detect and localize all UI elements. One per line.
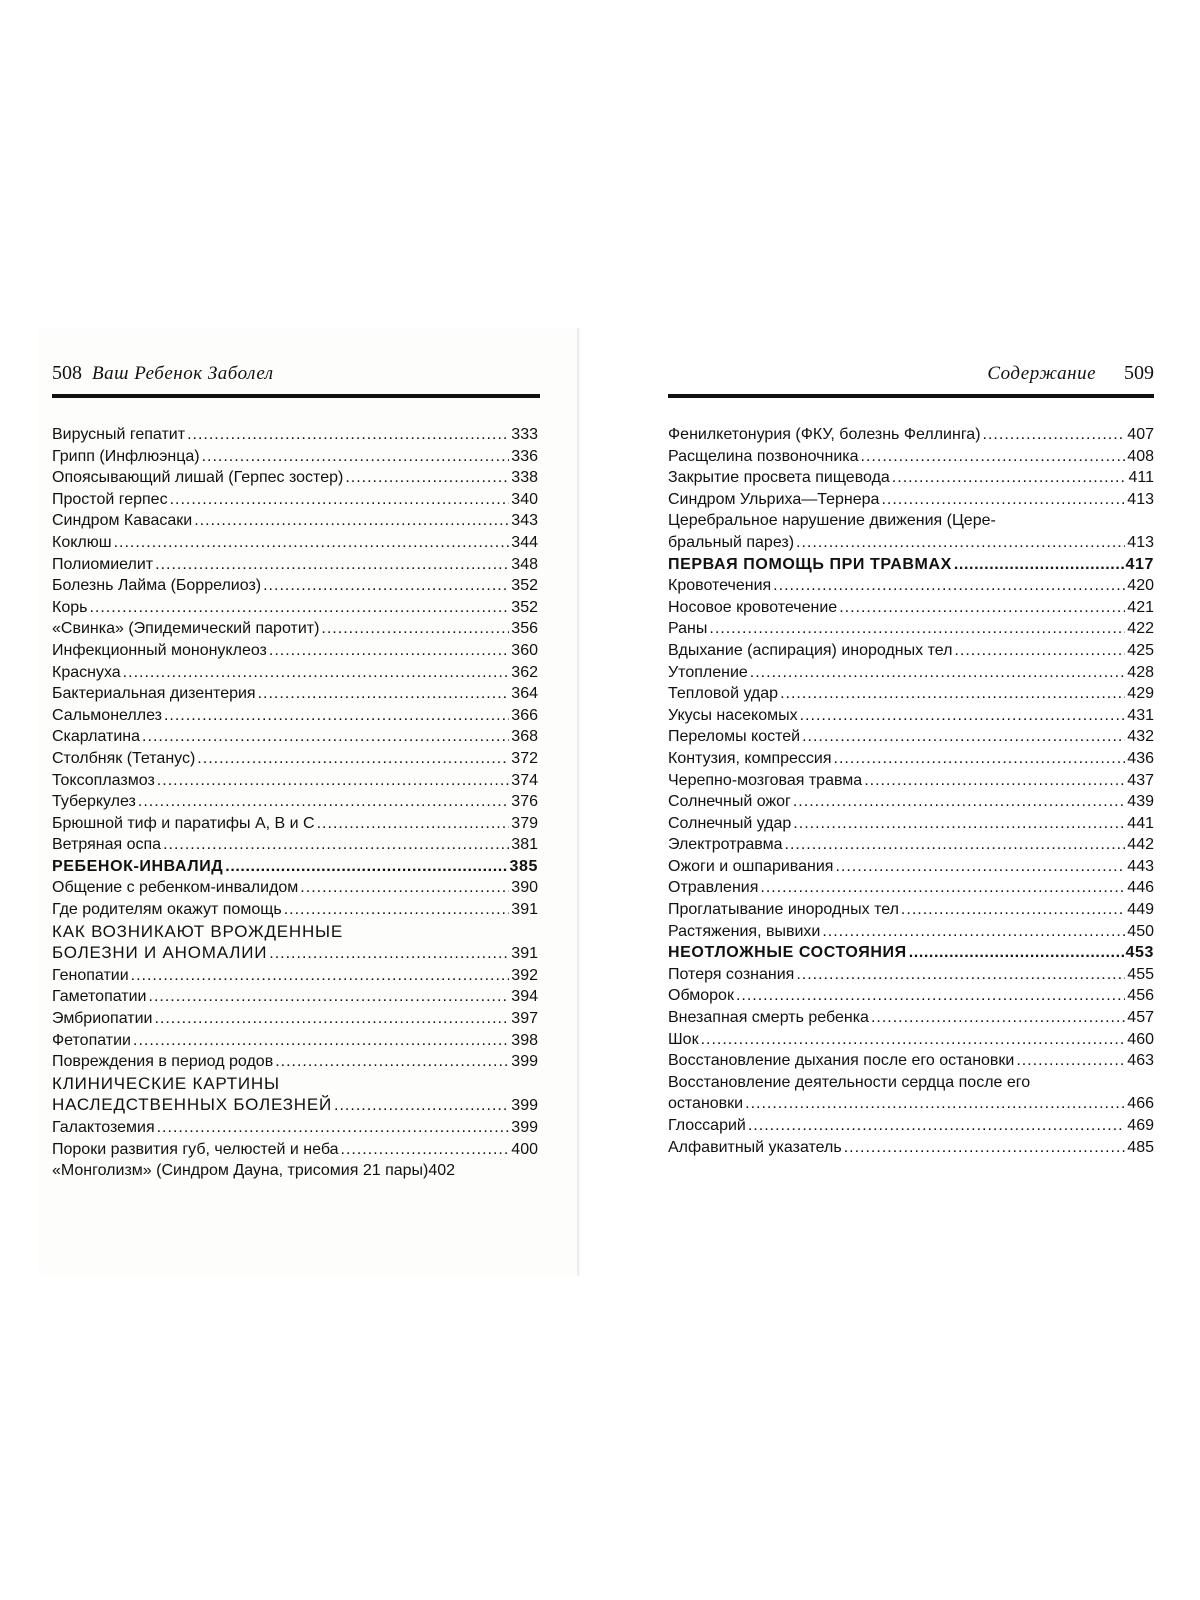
toc-leader-dots: [871, 1007, 1125, 1029]
toc-entry: [52, 575, 538, 597]
toc-leader-dots: [269, 943, 509, 965]
toc-entry-title: Внезапная смерть ребенка: [668, 1009, 869, 1027]
toc-entry-page: 362: [511, 663, 538, 681]
toc-entry-title: Ожоги и ошпаривания: [668, 857, 834, 875]
toc-entry-page: 432: [1127, 728, 1154, 746]
toc-entry: [52, 1030, 538, 1052]
toc-entry: [52, 1094, 538, 1117]
toc-leader-dots: [901, 899, 1125, 921]
toc-entry: [668, 877, 1154, 899]
toc-entry-title: Растяжения, вывихи: [668, 922, 821, 940]
toc-entry-title: НАСЛЕДСТВЕННЫХ БОЛЕЗНЕЙ: [52, 1095, 333, 1115]
toc-entry-title: Сальмонеллез: [52, 706, 162, 724]
toc-entry-title: Галактоземия: [52, 1119, 155, 1136]
toc-entry: [668, 662, 1154, 684]
toc-leader-dots: [800, 705, 1126, 727]
toc-entry-page: 344: [511, 533, 538, 551]
toc-entry-title: Вирусный гепатит: [52, 426, 186, 443]
toc-entry: [52, 986, 538, 1008]
toc-entry: [668, 1115, 1154, 1137]
toc-entry-title: Закрытие просвета пищевода: [668, 469, 890, 487]
toc-entry: [52, 1073, 538, 1095]
toc-entry-page: 425: [1127, 641, 1154, 659]
toc-entry: [52, 510, 538, 532]
toc-leader-dots: [334, 1095, 509, 1117]
toc-entry-title: Черепно-мозговая травма: [668, 771, 863, 789]
toc-leader-dots: [773, 575, 1125, 597]
toc-entry: [668, 446, 1154, 468]
toc-entry-page: 413: [1127, 533, 1154, 551]
left-running-header: [52, 362, 540, 392]
toc-leader-dots: [745, 1093, 1125, 1115]
toc-entry-page: 411: [1128, 469, 1154, 487]
toc-entry-title: бральный парез): [668, 533, 795, 551]
toc-entry: [52, 921, 538, 943]
toc-entry-title: НЕОТЛОЖНЫЕ СОСТОЯНИЯ: [668, 944, 907, 962]
toc-leader-dots: [300, 877, 509, 899]
toc-leader-dots: [954, 554, 1124, 576]
toc-leader-dots: [341, 1139, 510, 1161]
toc-entry: [52, 965, 538, 987]
toc-leader-dots: [163, 834, 509, 856]
toc-entry-page: 366: [511, 706, 538, 724]
toc-entry-page: 381: [511, 836, 538, 854]
toc-entry: [52, 856, 538, 878]
toc-entry-title: Пороки развития губ, челюстей и неба: [52, 1140, 339, 1158]
toc-entry: [668, 1093, 1154, 1115]
toc-entry-title: Восстановление деятельности сердца после его: [668, 1073, 1031, 1091]
toc-entry-title: Ветряная оспа: [52, 836, 162, 854]
toc-entry: [52, 1160, 538, 1182]
toc-leader-dots: [796, 964, 1125, 986]
toc-leader-dots: [802, 726, 1125, 748]
toc-entry-page: 457: [1127, 1009, 1154, 1027]
toc-entry: [668, 726, 1154, 748]
toc-entry-page: 421: [1127, 598, 1154, 616]
toc-leader-dots: [154, 1008, 509, 1030]
toc-entry-title: Фенилкетонурия (ФКУ, болезнь Феллинга): [668, 426, 981, 443]
toc-entry-title: КАК ВОЗНИКАЮТ ВРОЖДЕННЫЕ: [52, 921, 344, 941]
toc-entry: [52, 1139, 538, 1161]
toc-entry: [668, 791, 1154, 813]
toc-leader-dots: [258, 683, 510, 705]
toc-leader-dots: [170, 489, 510, 511]
toc-entry-title: Потеря сознания: [668, 965, 795, 983]
toc-entry: [668, 510, 1154, 532]
toc-entry-page: 441: [1127, 814, 1154, 832]
toc-leader-dots: [321, 618, 509, 640]
toc-entry-title: Переломы костей: [668, 728, 801, 746]
toc-entry: [52, 705, 538, 727]
toc-entry-page: 417: [1125, 555, 1154, 573]
toc-entry: [52, 532, 538, 554]
toc-entry-page: 469: [1127, 1117, 1154, 1134]
toc-entry-page: 463: [1127, 1052, 1154, 1070]
toc-entry: [668, 1050, 1154, 1072]
toc-entry-title: Инфекционный мононуклеоз: [52, 641, 267, 659]
toc-entry-page: 364: [511, 685, 538, 703]
toc-entry-page: 413: [1127, 490, 1154, 508]
toc-leader-dots: [284, 899, 510, 921]
toc-leader-dots: [892, 467, 1127, 489]
toc-entry: [668, 1072, 1154, 1094]
toc-leader-dots: [709, 618, 1125, 640]
toc-entry-title: ПЕРВАЯ ПОМОЩЬ ПРИ ТРАВМАХ: [668, 555, 952, 573]
toc-entry-title: Повреждения в период родов: [52, 1053, 274, 1071]
toc-entry: [668, 834, 1154, 856]
toc-entry-title: Глоссарий: [668, 1117, 746, 1134]
toc-leader-dots: [785, 834, 1126, 856]
toc-entry-title: Брюшной тиф и паратифы А, В и С: [52, 814, 315, 832]
toc-entry: [52, 597, 538, 619]
toc-entry-title: «Свинка» (Эпидемический паротит): [52, 620, 320, 638]
toc-entry-title: Генопатии: [52, 966, 129, 984]
toc-entry-page: 340: [511, 490, 538, 508]
toc-entry-page: 368: [511, 728, 538, 746]
toc-entry: [668, 770, 1154, 792]
toc-entry-title: Носовое кровотечение: [668, 598, 838, 616]
toc-leader-dots: [89, 597, 509, 619]
toc-leader-dots: [796, 532, 1125, 554]
toc-entry-page: 420: [1127, 577, 1154, 595]
toc-leader-dots: [780, 683, 1125, 705]
toc-entry-title: Электротравма: [668, 836, 783, 854]
toc-entry: [668, 1007, 1154, 1029]
toc-entry: [668, 964, 1154, 986]
toc-leader-dots: [1016, 1050, 1125, 1072]
left-running-head-title: Ваш Ребенок Заболел: [92, 363, 274, 384]
toc-leader-dots: [750, 662, 1126, 684]
toc-entry-page: 400: [511, 1140, 538, 1158]
toc-entry-page: 408: [1127, 447, 1154, 465]
toc-entry: [52, 942, 538, 965]
toc-leader-dots: [133, 1030, 509, 1052]
toc-entry-title: Солнечный удар: [668, 814, 792, 832]
toc-leader-dots: [861, 446, 1126, 468]
toc-leader-dots: [701, 1029, 1126, 1051]
toc-entry-page: 399: [511, 1097, 538, 1115]
toc-entry-page: 442: [1127, 836, 1154, 854]
toc-entry-page: 348: [511, 555, 538, 573]
toc-entry-page: 455: [1127, 965, 1154, 983]
toc-entry: [52, 770, 538, 792]
toc-entry-page: 456: [1127, 987, 1154, 1005]
toc-entry-page: 460: [1127, 1030, 1154, 1048]
toc-entry-title: Проглатывание инородных тел: [668, 901, 899, 919]
toc-entry-title: Полиомиелит: [52, 555, 154, 573]
toc-entry-title: Коклюш: [52, 533, 112, 551]
toc-entry-title: остановки: [668, 1095, 744, 1113]
toc-entry: [52, 640, 538, 662]
toc-leader-dots: [197, 748, 509, 770]
right-running-header: [666, 362, 1154, 392]
toc-leader-dots: [864, 770, 1125, 792]
toc-entry-page: 391: [511, 945, 538, 963]
toc-entry: [668, 813, 1154, 835]
toc-entry: [668, 597, 1154, 619]
toc-leader-dots: [983, 424, 1126, 446]
toc-entry: [668, 467, 1154, 489]
toc-leader-dots: [131, 965, 510, 987]
toc-entry: [52, 424, 538, 446]
toc-entry: [52, 726, 538, 748]
toc-entry-page: 402: [428, 1162, 456, 1180]
toc-leader-dots: [157, 770, 510, 792]
toc-leader-dots: [760, 877, 1125, 899]
toc-entry-page: 392: [511, 966, 538, 984]
toc-entry-title: Столбняк (Тетанус): [52, 749, 196, 767]
toc-entry: [668, 618, 1154, 640]
toc-leader-dots: [187, 424, 509, 446]
toc-entry: [52, 467, 538, 489]
toc-entry-page: 352: [511, 598, 538, 616]
toc-entry-title: Шок: [668, 1030, 699, 1048]
toc-leader-dots: [881, 489, 1125, 511]
toc-entry-page: 446: [1127, 879, 1154, 897]
toc-leader-dots: [225, 856, 507, 878]
toc-entry-page: 374: [511, 771, 538, 789]
toc-entry: [52, 899, 538, 921]
toc-entry-page: 422: [1127, 620, 1154, 638]
toc-entry-title: Кровотечения: [668, 577, 772, 595]
toc-entry-page: 450: [1127, 922, 1154, 940]
toc-entry: [668, 424, 1154, 446]
left-header-rule: [52, 394, 540, 398]
toc-entry-page: 336: [511, 447, 538, 465]
toc-entry: [52, 791, 538, 813]
toc-leader-dots: [909, 942, 1124, 964]
toc-entry-page: 428: [1127, 663, 1154, 681]
toc-entry-page: 372: [511, 749, 538, 767]
right-page: [580, 0, 1200, 1600]
toc-entry-title: Восстановление дыхания после его остановки: [668, 1052, 1015, 1070]
toc-entry-title: Солнечный ожог: [668, 793, 791, 811]
toc-entry-title: Расщелина позвоночника: [668, 447, 859, 465]
toc-entry: [52, 1008, 538, 1030]
toc-leader-dots: [844, 1137, 1126, 1159]
toc-entry-title: Бактериальная дизентерия: [52, 685, 256, 703]
right-toc-list: [668, 424, 1154, 1158]
toc-entry-page: 399: [511, 1053, 538, 1071]
toc-entry-page: 429: [1127, 685, 1154, 703]
toc-entry: [668, 942, 1154, 964]
toc-leader-dots: [194, 510, 509, 532]
toc-entry-page: 443: [1127, 857, 1154, 875]
toc-entry-title: Где родителям окажут помощь: [52, 901, 282, 919]
toc-entry: [668, 554, 1154, 576]
toc-entry-page: 376: [511, 793, 538, 811]
toc-leader-dots: [138, 791, 509, 813]
toc-entry: [52, 1117, 538, 1139]
toc-entry-title: Фетопатии: [52, 1031, 131, 1049]
toc-entry-page: 333: [511, 426, 538, 443]
toc-entry-page: 391: [511, 901, 538, 919]
toc-entry-title: РЕБЕНОК-ИНВАЛИД: [52, 857, 224, 875]
toc-entry-page: 394: [511, 988, 538, 1006]
toc-leader-dots: [142, 726, 509, 748]
toc-entry: [668, 532, 1154, 554]
toc-leader-dots: [149, 986, 510, 1008]
toc-leader-dots: [114, 532, 510, 554]
toc-entry-title: Церебральное нарушение движения (Цере-: [668, 512, 996, 530]
toc-leader-dots: [822, 921, 1125, 943]
toc-entry-title: Гаметопатии: [52, 988, 147, 1006]
toc-entry-title: Токсоплазмоз: [52, 771, 155, 789]
toc-leader-dots: [263, 575, 509, 597]
toc-entry-title: «Монголизм» (Синдром Дауна, трисомия 21 пары): [52, 1162, 429, 1180]
toc-entry: [668, 921, 1154, 943]
toc-entry-title: Вдыхание (аспирация) инородных тел: [668, 641, 953, 659]
toc-entry: [52, 834, 538, 856]
toc-leader-dots: [839, 597, 1125, 619]
toc-entry-page: 485: [1127, 1138, 1154, 1156]
toc-leader-dots: [155, 554, 509, 576]
toc-entry: [52, 446, 538, 468]
toc-entry-title: Укусы насекомых: [668, 706, 798, 724]
toc-leader-dots: [269, 640, 509, 662]
toc-leader-dots: [157, 1117, 510, 1139]
toc-leader-dots: [793, 791, 1125, 813]
right-header-rule: [668, 394, 1154, 398]
toc-entry: [52, 618, 538, 640]
toc-entry-title: Простой герпес: [52, 490, 168, 508]
toc-entry: [668, 575, 1154, 597]
toc-entry-page: 360: [511, 641, 538, 659]
toc-leader-dots: [834, 748, 1126, 770]
toc-leader-dots: [835, 856, 1125, 878]
toc-entry: [668, 856, 1154, 878]
toc-entry: [668, 985, 1154, 1007]
toc-entry-page: 437: [1127, 771, 1154, 789]
toc-entry-page: 407: [1127, 426, 1154, 443]
toc-leader-dots: [123, 662, 510, 684]
toc-entry: [668, 1137, 1154, 1159]
toc-entry-page: 397: [511, 1010, 538, 1028]
toc-entry-page: 449: [1127, 901, 1154, 919]
toc-entry-title: Контузия, компрессия: [668, 749, 832, 767]
toc-entry-page: 453: [1125, 944, 1154, 962]
toc-leader-dots: [275, 1051, 509, 1073]
toc-entry: [52, 813, 538, 835]
toc-entry: [52, 748, 538, 770]
toc-entry-title: КЛИНИЧЕСКИЕ КАРТИНЫ: [52, 1073, 280, 1093]
toc-entry-title: Тепловой удар: [668, 685, 779, 703]
toc-entry-title: БОЛЕЗНИ И АНОМАЛИИ: [52, 943, 268, 963]
toc-entry-page: 399: [511, 1119, 538, 1136]
toc-entry: [52, 662, 538, 684]
toc-leader-dots: [317, 813, 510, 835]
toc-leader-dots: [736, 985, 1125, 1007]
toc-entry-title: Грипп (Инфлюэнца): [52, 447, 200, 465]
toc-entry-page: 338: [511, 469, 538, 487]
toc-entry-page: 431: [1127, 706, 1154, 724]
toc-entry-title: Синдром Ульриха—Тернера: [668, 490, 880, 508]
toc-entry-page: 466: [1127, 1095, 1154, 1113]
toc-leader-dots: [793, 813, 1125, 835]
toc-entry: [52, 554, 538, 576]
toc-entry-page: 379: [511, 814, 538, 832]
toc-entry-page: 398: [511, 1031, 538, 1049]
toc-entry-title: Утопление: [668, 663, 748, 681]
toc-entry-title: Синдром Кавасаки: [52, 512, 193, 530]
toc-entry: [668, 640, 1154, 662]
toc-entry: [52, 683, 538, 705]
toc-entry-title: Туберкулез: [52, 793, 136, 811]
toc-entry-page: 385: [509, 857, 538, 875]
toc-leader-dots: [748, 1115, 1125, 1137]
toc-entry-title: Болезнь Лайма (Боррелиоз): [52, 577, 262, 595]
toc-entry-title: Отравления: [668, 879, 759, 897]
toc-entry-page: 390: [511, 879, 538, 897]
toc-entry-title: Скарлатина: [52, 728, 141, 746]
toc-entry: [668, 748, 1154, 770]
toc-entry: [668, 489, 1154, 511]
toc-entry-title: Раны: [668, 620, 708, 638]
toc-entry: [668, 1029, 1154, 1051]
toc-entry: [52, 489, 538, 511]
toc-entry-title: Обморок: [668, 987, 734, 1005]
toc-entry: [668, 705, 1154, 727]
toc-entry-title: Общение с ребенком-инвалидом: [52, 879, 299, 897]
toc-entry-page: 352: [511, 577, 538, 595]
toc-entry-title: Краснуха: [52, 663, 121, 681]
left-page-number: 508: [52, 362, 82, 384]
right-running-head-title: Содержание: [987, 363, 1096, 384]
toc-entry: [52, 1051, 538, 1073]
left-toc-list: [52, 424, 538, 1182]
toc-entry-title: Корь: [52, 598, 88, 616]
left-page: [0, 0, 580, 1600]
toc-entry: [52, 877, 538, 899]
toc-entry-page: 356: [511, 620, 538, 638]
toc-leader-dots: [345, 467, 509, 489]
toc-leader-dots: [954, 640, 1125, 662]
toc-entry-title: Опоясывающий лишай (Герпес зостер): [52, 469, 344, 487]
right-page-number: 509: [1124, 362, 1154, 384]
toc-entry-title: Алфавитный указатель: [668, 1138, 842, 1156]
toc-entry-title: Эмбриопатии: [52, 1010, 153, 1028]
toc-entry: [668, 899, 1154, 921]
toc-entry-page: 343: [511, 512, 538, 530]
toc-entry: [668, 683, 1154, 705]
toc-leader-dots: [164, 705, 509, 727]
toc-leader-dots: [202, 446, 510, 468]
toc-entry-page: 439: [1127, 793, 1154, 811]
toc-entry-page: 436: [1127, 749, 1154, 767]
